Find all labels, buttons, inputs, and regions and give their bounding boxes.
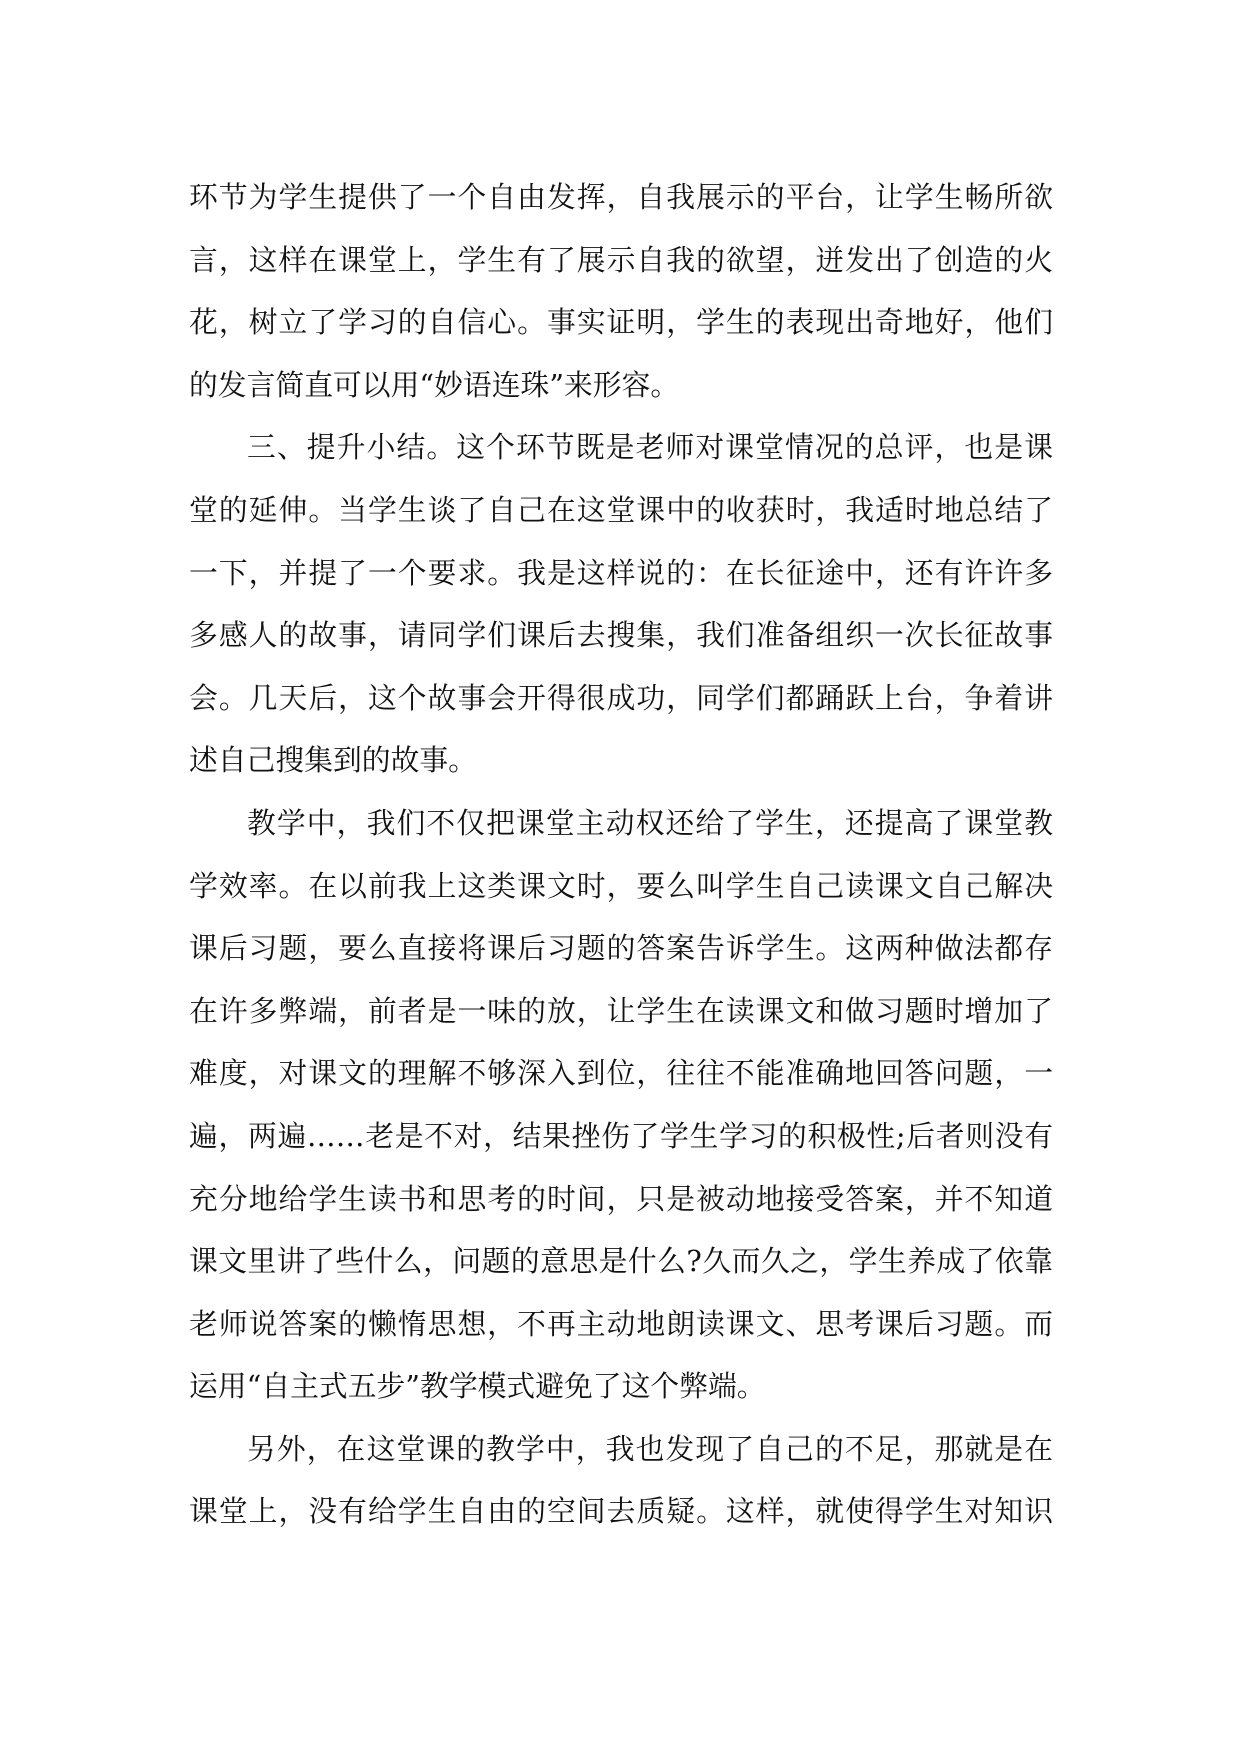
text-line: 环节为学生提供了一个自由发挥，自我展示的平台，让学生畅所欲 bbox=[189, 180, 1053, 214]
text-line: 课文里讲了些什么，问题的意思是什么?久而久之，学生养成了依靠 bbox=[189, 1244, 1053, 1279]
body-text bbox=[189, 166, 1053, 1543]
text-line: 一下，并提了一个要求。我是这样说的：在长征途中，还有许许多 bbox=[189, 555, 1053, 590]
text-line: 遍，两遍……老是不对，结果挫伤了学生学习的积极性;后者则没有 bbox=[189, 1118, 1053, 1153]
text-line: 运用“自主式五步”教学模式避免了这个弊端。 bbox=[189, 1369, 766, 1404]
text-line: 花，树立了学习的自信心。事实证明，学生的表现出奇地好，他们 bbox=[189, 305, 1053, 340]
text-line: 课后习题，要么直接将课后习题的答案告诉学生。这两种做法都存 bbox=[189, 931, 1053, 966]
text-line: 老师说答案的懒惰思想，不再主动地朗读课文、思考课后习题。而 bbox=[189, 1306, 1053, 1341]
text-line: 在许多弊端，前者是一味的放，让学生在读课文和做习题时增加了 bbox=[189, 993, 1053, 1028]
text-line: 述自己搜集到的故事。 bbox=[189, 743, 477, 778]
text-line: 课堂上，没有给学生自由的空间去质疑。这样，就使得学生对知识 bbox=[189, 1494, 1053, 1529]
text-line: 言，这样在课堂上，学生有了展示自我的欲望，迸发出了创造的火 bbox=[189, 242, 1053, 277]
text-line: 充分地给学生读书和思考的时间，只是被动地接受答案，并不知道 bbox=[189, 1181, 1053, 1216]
text-line: 学效率。在以前我上这类课文时，要么叫学生自己读课文自己解决 bbox=[189, 868, 1053, 903]
text-line: 教学中，我们不仅把课堂主动权还给了学生，还提高了课堂教 bbox=[247, 805, 1053, 840]
text-line: 的发言简直可以用“妙语连珠”来形容。 bbox=[189, 367, 680, 402]
text-line: 多感人的故事，请同学们课后去搜集，我们准备组织一次长征故事 bbox=[189, 618, 1053, 653]
text-line: 堂的延伸。当学生谈了自己在这堂课中的收获时，我适时地总结了 bbox=[189, 492, 1053, 527]
text-line: 会。几天后，这个故事会开得很成功，同学们都踊跃上台，争着讲 bbox=[189, 680, 1053, 715]
text-line: 三、提升小结。这个环节既是老师对课堂情况的总评，也是课 bbox=[247, 430, 1053, 465]
text-line: 另外，在这堂课的教学中，我也发现了自己的不足，那就是在 bbox=[247, 1431, 1053, 1466]
text-line: 难度，对课文的理解不够深入到位，往往不能准确地回答问题，一 bbox=[189, 1056, 1053, 1091]
